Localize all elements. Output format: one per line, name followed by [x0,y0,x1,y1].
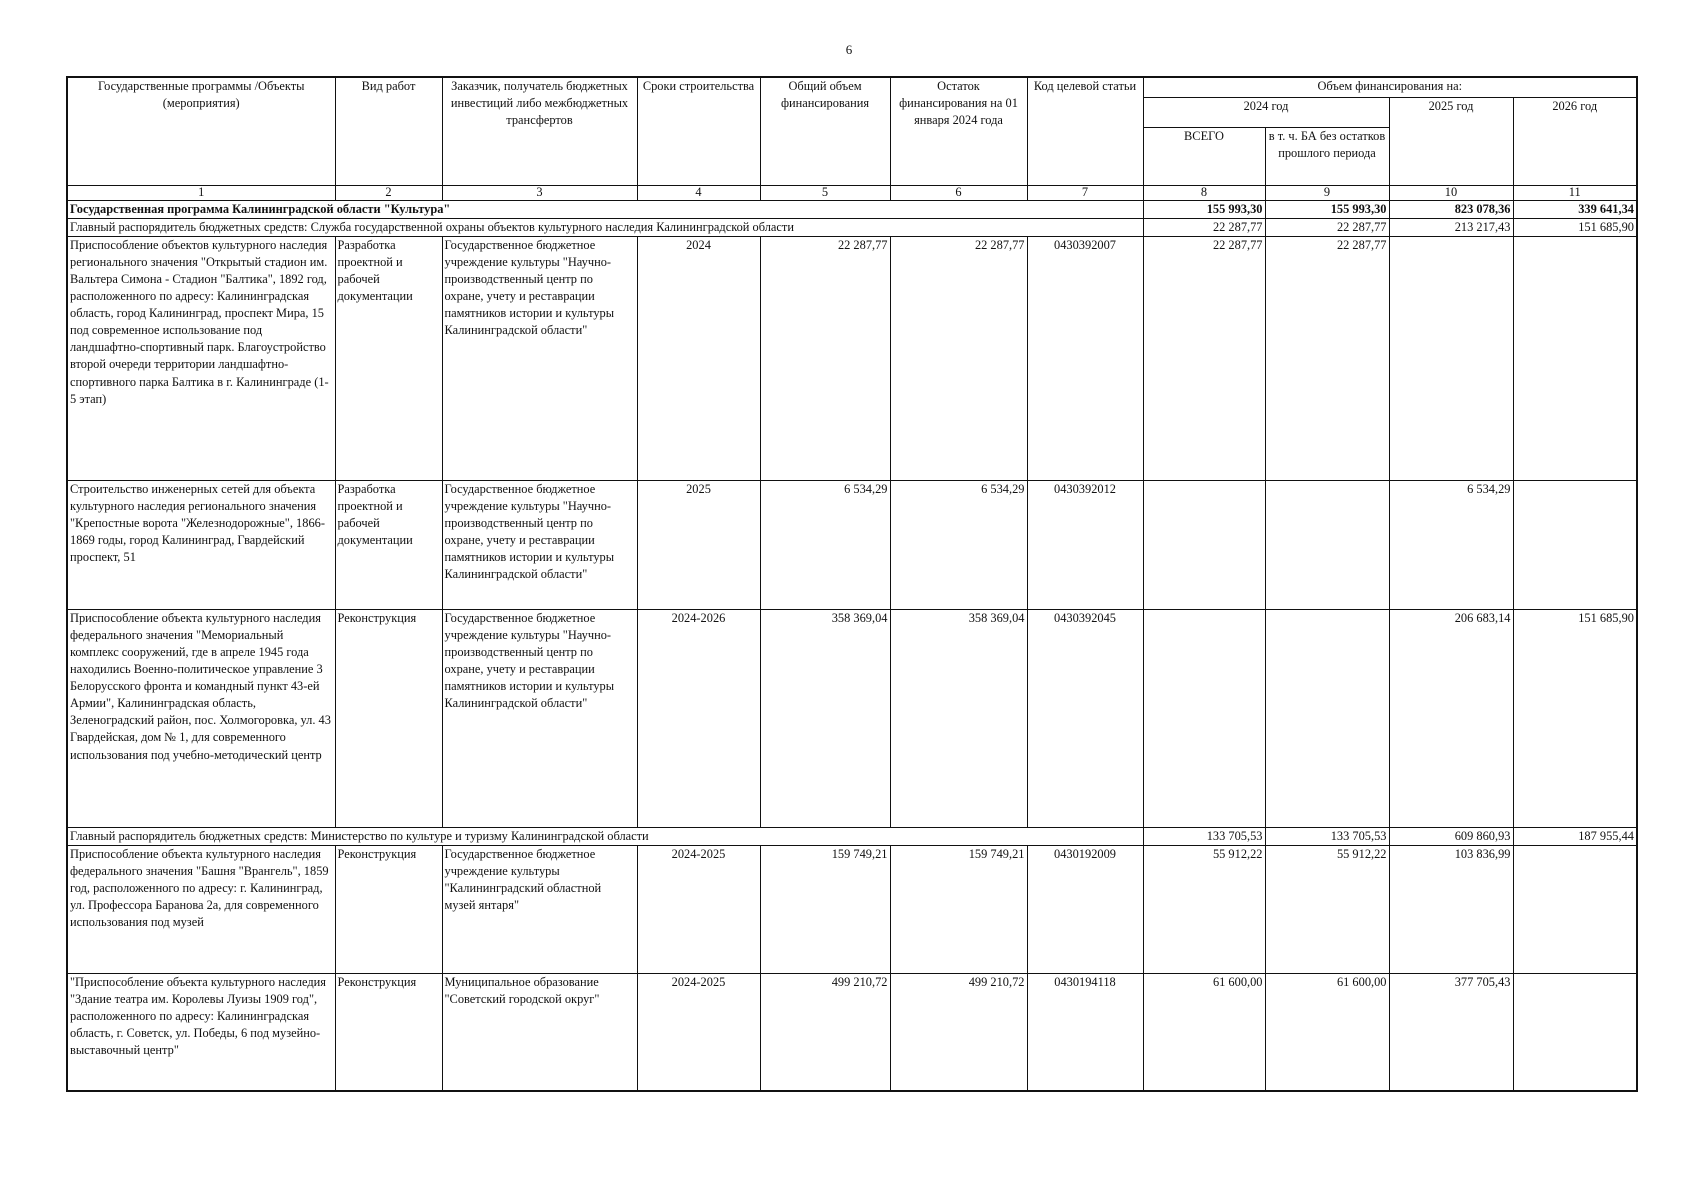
construction-terms: 2024-2025 [637,973,760,1091]
total-financing: 159 749,21 [760,845,890,973]
header-row-1 [67,77,1637,97]
table-row [67,609,1637,827]
header-customer: Заказчик, получатель бюджетных инвестиций либо межбюджетных трансфертов [442,77,637,185]
object-description: Строительство инженерных сетей для объекта культурного наследия регионального значения "Крепостные ворота "Железнодорожные", 1866-1869 годы, город Калининград, Гвардейский проспект, 51 [67,480,335,609]
header-total: ВСЕГО [1143,127,1265,185]
target-code: 0430392045 [1027,609,1143,827]
balance: 358 369,04 [890,609,1027,827]
construction-terms: 2024-2025 [637,845,760,973]
ba-2024: 55 912,22 [1265,845,1389,973]
total-financing: 358 369,04 [760,609,890,827]
program-title: Государственная программа Калининградской области "Культура" [67,200,1143,218]
group-row [67,218,1637,236]
header-incl-ba: в т. ч. БА без остатков прошлого периода [1265,127,1389,185]
work-type: Реконструкция [335,609,442,827]
ba-2024: 61 600,00 [1265,973,1389,1091]
group-ba-2024: 133 705,53 [1265,827,1389,845]
group-total-2026: 151 685,90 [1513,218,1637,236]
work-type: Реконструкция [335,973,442,1091]
col-number: 10 [1389,185,1513,200]
total-financing: 6 534,29 [760,480,890,609]
total-financing: 499 210,72 [760,973,890,1091]
construction-terms: 2024 [637,236,760,480]
header-total-financing: Общий объем финансирования [760,77,890,185]
group-title: Главный распорядитель бюджетных средств: Министерство по культуре и туризму Калининградской области [67,827,1143,845]
header-work-type: Вид работ [335,77,442,185]
col-number: 11 [1513,185,1637,200]
ba-2024 [1265,480,1389,609]
group-total-2025: 213 217,43 [1389,218,1513,236]
total-2026 [1513,480,1637,609]
program-row [67,200,1637,218]
customer: Муниципальное образование "Советский городской округ" [442,973,637,1091]
group-total-2024: 133 705,53 [1143,827,1265,845]
total-2025: 206 683,14 [1389,609,1513,827]
header-financing-volume: Объем финансирования на: [1143,77,1637,97]
balance: 6 534,29 [890,480,1027,609]
group-total-2025: 609 860,93 [1389,827,1513,845]
customer: Государственное бюджетное учреждение культуры "Научно-производственный центр по охране, учету и реставрации памятников истории и культуры Калининградской области" [442,480,637,609]
header-year-2024: 2024 год [1143,97,1389,127]
col-number: 3 [442,185,637,200]
ba-2024 [1265,609,1389,827]
total-2024: 22 287,77 [1143,236,1265,480]
col-number: 6 [890,185,1027,200]
target-code: 0430192009 [1027,845,1143,973]
table-row [67,845,1637,973]
work-type: Разработка проектной и рабочей документации [335,480,442,609]
total-2026 [1513,236,1637,480]
group-total-2026: 187 955,44 [1513,827,1637,845]
object-description: "Приспособление объекта культурного наследия "Здание театра им. Королевы Луизы 1909 год", расположенного по адресу: Калининградская область, г. Советск, ул. Победы, 6 под музейно-выставочный центр" [67,973,335,1091]
page-number: 6 [845,42,853,57]
program-ba-2024: 155 993,30 [1265,200,1389,218]
total-2025: 377 705,43 [1389,973,1513,1091]
col-number: 7 [1027,185,1143,200]
total-2024 [1143,480,1265,609]
header-balance: Остаток финансирования на 01 января 2024 года [890,77,1027,185]
ba-2024: 22 287,77 [1265,236,1389,480]
header-year-2026: 2026 год [1513,97,1637,185]
work-type: Реконструкция [335,845,442,973]
target-code: 0430392012 [1027,480,1143,609]
header-objects: Государственные программы /Объекты (мероприятия) [67,77,335,185]
col-number: 9 [1265,185,1389,200]
group-title: Главный распорядитель бюджетных средств: Служба государственной охраны объектов культурного наследия Калининградской области [67,218,1143,236]
header-construction-terms: Сроки строительства [637,77,760,185]
col-number: 5 [760,185,890,200]
work-type: Разработка проектной и рабочей документации [335,236,442,480]
program-total-2026: 339 641,34 [1513,200,1637,218]
col-number: 1 [67,185,335,200]
total-2025: 103 836,99 [1389,845,1513,973]
table-row [67,480,1637,609]
total-2026 [1513,973,1637,1091]
total-financing: 22 287,77 [760,236,890,480]
object-description: Приспособление объектов культурного наследия регионального значения "Открытый стадион им. Вальтера Симона - Стадион "Балтика", 1892 год, расположенного по адресу: Калининградская область, город Калининград, проспект Мира, 15 под современное использование под ландшафтно-спортивный парк. Благоустройство второй очереди территории ландшафтно-спортивного парка Балтика в г. Калининграде (1-5 этап) [67,236,335,480]
col-number: 4 [637,185,760,200]
total-2025 [1389,236,1513,480]
header-year-2025: 2025 год [1389,97,1513,185]
total-2024 [1143,609,1265,827]
total-2025: 6 534,29 [1389,480,1513,609]
construction-terms: 2025 [637,480,760,609]
col-number: 8 [1143,185,1265,200]
group-ba-2024: 22 287,77 [1265,218,1389,236]
customer: Государственное бюджетное учреждение культуры "Калининградский областной музей янтаря" [442,845,637,973]
balance: 159 749,21 [890,845,1027,973]
program-total-2024: 155 993,30 [1143,200,1265,218]
table-row [67,236,1637,480]
group-total-2024: 22 287,77 [1143,218,1265,236]
group-row [67,827,1637,845]
customer: Государственное бюджетное учреждение культуры "Научно-производственный центр по охране, учету и реставрации памятников истории и культуры Калининградской области" [442,609,637,827]
total-2024: 61 600,00 [1143,973,1265,1091]
object-description: Приспособление объекта культурного наследия федерального значения "Башня "Врангель", 1859 год, расположенного по адресу: г. Калининград, ул. Профессора Баранова 2а, для современного использования под музей [67,845,335,973]
table-row [67,973,1637,1091]
total-2024: 55 912,22 [1143,845,1265,973]
header-target-code: Код целевой статьи [1027,77,1143,185]
program-total-2025: 823 078,36 [1389,200,1513,218]
balance: 22 287,77 [890,236,1027,480]
target-code: 0430392007 [1027,236,1143,480]
balance: 499 210,72 [890,973,1027,1091]
total-2026 [1513,845,1637,973]
target-code: 0430194118 [1027,973,1143,1091]
column-numbers-row [67,185,1637,200]
col-number: 2 [335,185,442,200]
investment-table [66,76,1638,1092]
object-description: Приспособление объекта культурного наследия федерального значения "Мемориальный комплекс сооружений, где в апреле 1945 года находились Военно-политическое управление 3 Белорусского фронта и командный пункт 43-ей Армии", Калининградская область, Зеленоградский район, пос. Холмогоровка, ул. 43 Гвардейская, дом № 1, для современного использования под учебно-методический центр [67,609,335,827]
customer: Государственное бюджетное учреждение культуры "Научно-производственный центр по охране, учету и реставрации памятников истории и культуры Калининградской области" [442,236,637,480]
construction-terms: 2024-2026 [637,609,760,827]
total-2026: 151 685,90 [1513,609,1637,827]
